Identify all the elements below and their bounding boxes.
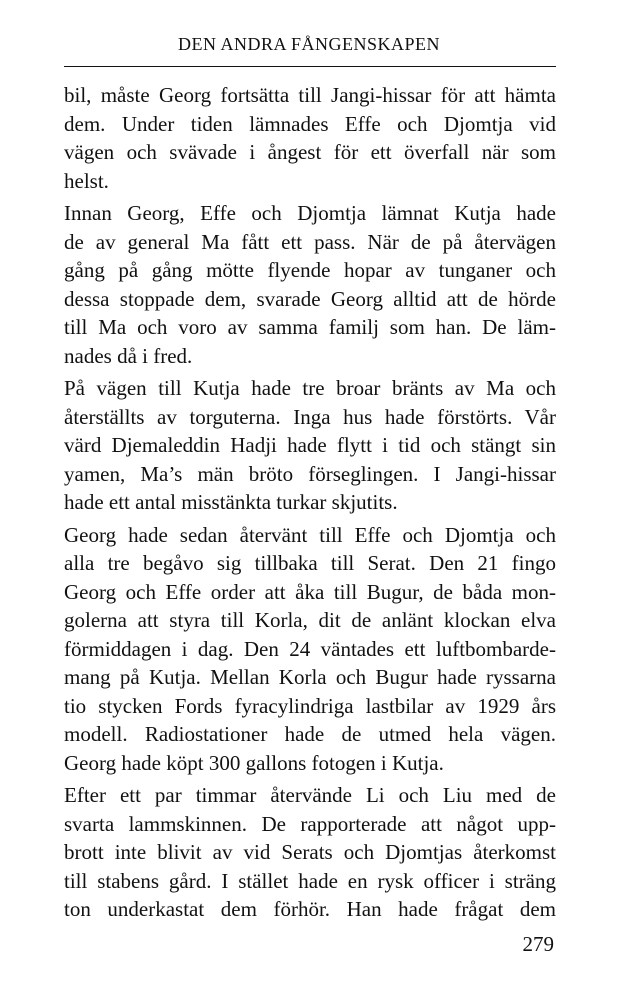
text-line: helst. (64, 168, 109, 193)
text-line: dem. Under tiden lämnades Effe och Djomtja vid (64, 111, 556, 136)
page-number: 279 (522, 932, 554, 956)
body-text (64, 81, 556, 928)
text-line: till stabens gård. I stället hade en rysk officer i sträng (64, 868, 556, 893)
text-line: svarta lammskinnen. De rapporterade att något upp- (64, 811, 556, 836)
text-line: Georg hade sedan återvänt till Effe och Djomtja och (64, 522, 556, 547)
text-line: På vägen till Kutja hade tre broar bränts av Ma och (64, 376, 556, 400)
text-line: brott inte blivit av vid Serats och Djomtjas återkomst (64, 840, 556, 864)
text-line: värd Djemaleddin Hadji hade flytt i tid och stängt sin (64, 433, 556, 457)
text-line: dessa stoppade dem, svarade Georg alltid att de hörde (64, 286, 556, 311)
paragraph-5 (64, 781, 556, 924)
text-line: Innan Georg, Effe och Djomtja lämnat Kutja hade (64, 201, 556, 225)
text-line: nades då i fred. (64, 343, 193, 368)
text-line: vägen och svävade i ångest för ett överfall när som (64, 140, 556, 164)
text-line: alla tre begåvo sig tillbaka till Serat. Den 21 fingo (64, 551, 556, 575)
text-line: de av general Ma fått ett pass. När de på återvägen (64, 229, 556, 254)
text-line: Georg och Effe order att åka till Bugur, de båda mon- (64, 579, 556, 604)
text-line: ton underkastat dem förhör. Han hade frågat dem (64, 897, 556, 921)
paragraph-2 (64, 199, 556, 370)
text-line: modell. Radiostationer hade de utmed hela vägen. (64, 722, 556, 746)
paragraph-1 (64, 81, 556, 195)
text-line: Georg hade köpt 300 gallons fotogen i Kutja. (64, 750, 444, 775)
header-rule (64, 66, 556, 67)
text-line: återställts av torguterna. Inga hus hade förstörts. Vår (64, 404, 556, 429)
text-line: gång på gång mötte flyende hopar av tunganer och (64, 258, 556, 282)
paragraph-3 (64, 374, 556, 517)
text-line: yamen, Ma’s män bröto förseglingen. I Jangi-hissar (64, 461, 556, 486)
text-line: mang på Kutja. Mellan Korla och Bugur hade ryssarna (64, 665, 556, 689)
text-line: förmiddagen i dag. Den 24 väntades ett luftbombarde- (64, 636, 556, 661)
running-head: DEN ANDRA FÅNGENSKAPEN (177, 34, 441, 54)
text-line: hade ett antal misstänkta turkar skjutits. (64, 490, 398, 514)
paragraph-4 (64, 521, 556, 778)
text-line: till Ma och voro av samma familj som han. De läm- (64, 315, 556, 339)
text-line: golerna att styra till Korla, dit de anlänt klockan elva (64, 608, 556, 632)
text-line: Efter ett par timmar återvände Li och Liu med de (64, 783, 556, 807)
text-line: tio stycken Fords fyracylindriga lastbilar av 1929 års (64, 693, 556, 718)
text-line: bil, måste Georg fortsätta till Jangi-hissar för att hämta (64, 83, 556, 107)
